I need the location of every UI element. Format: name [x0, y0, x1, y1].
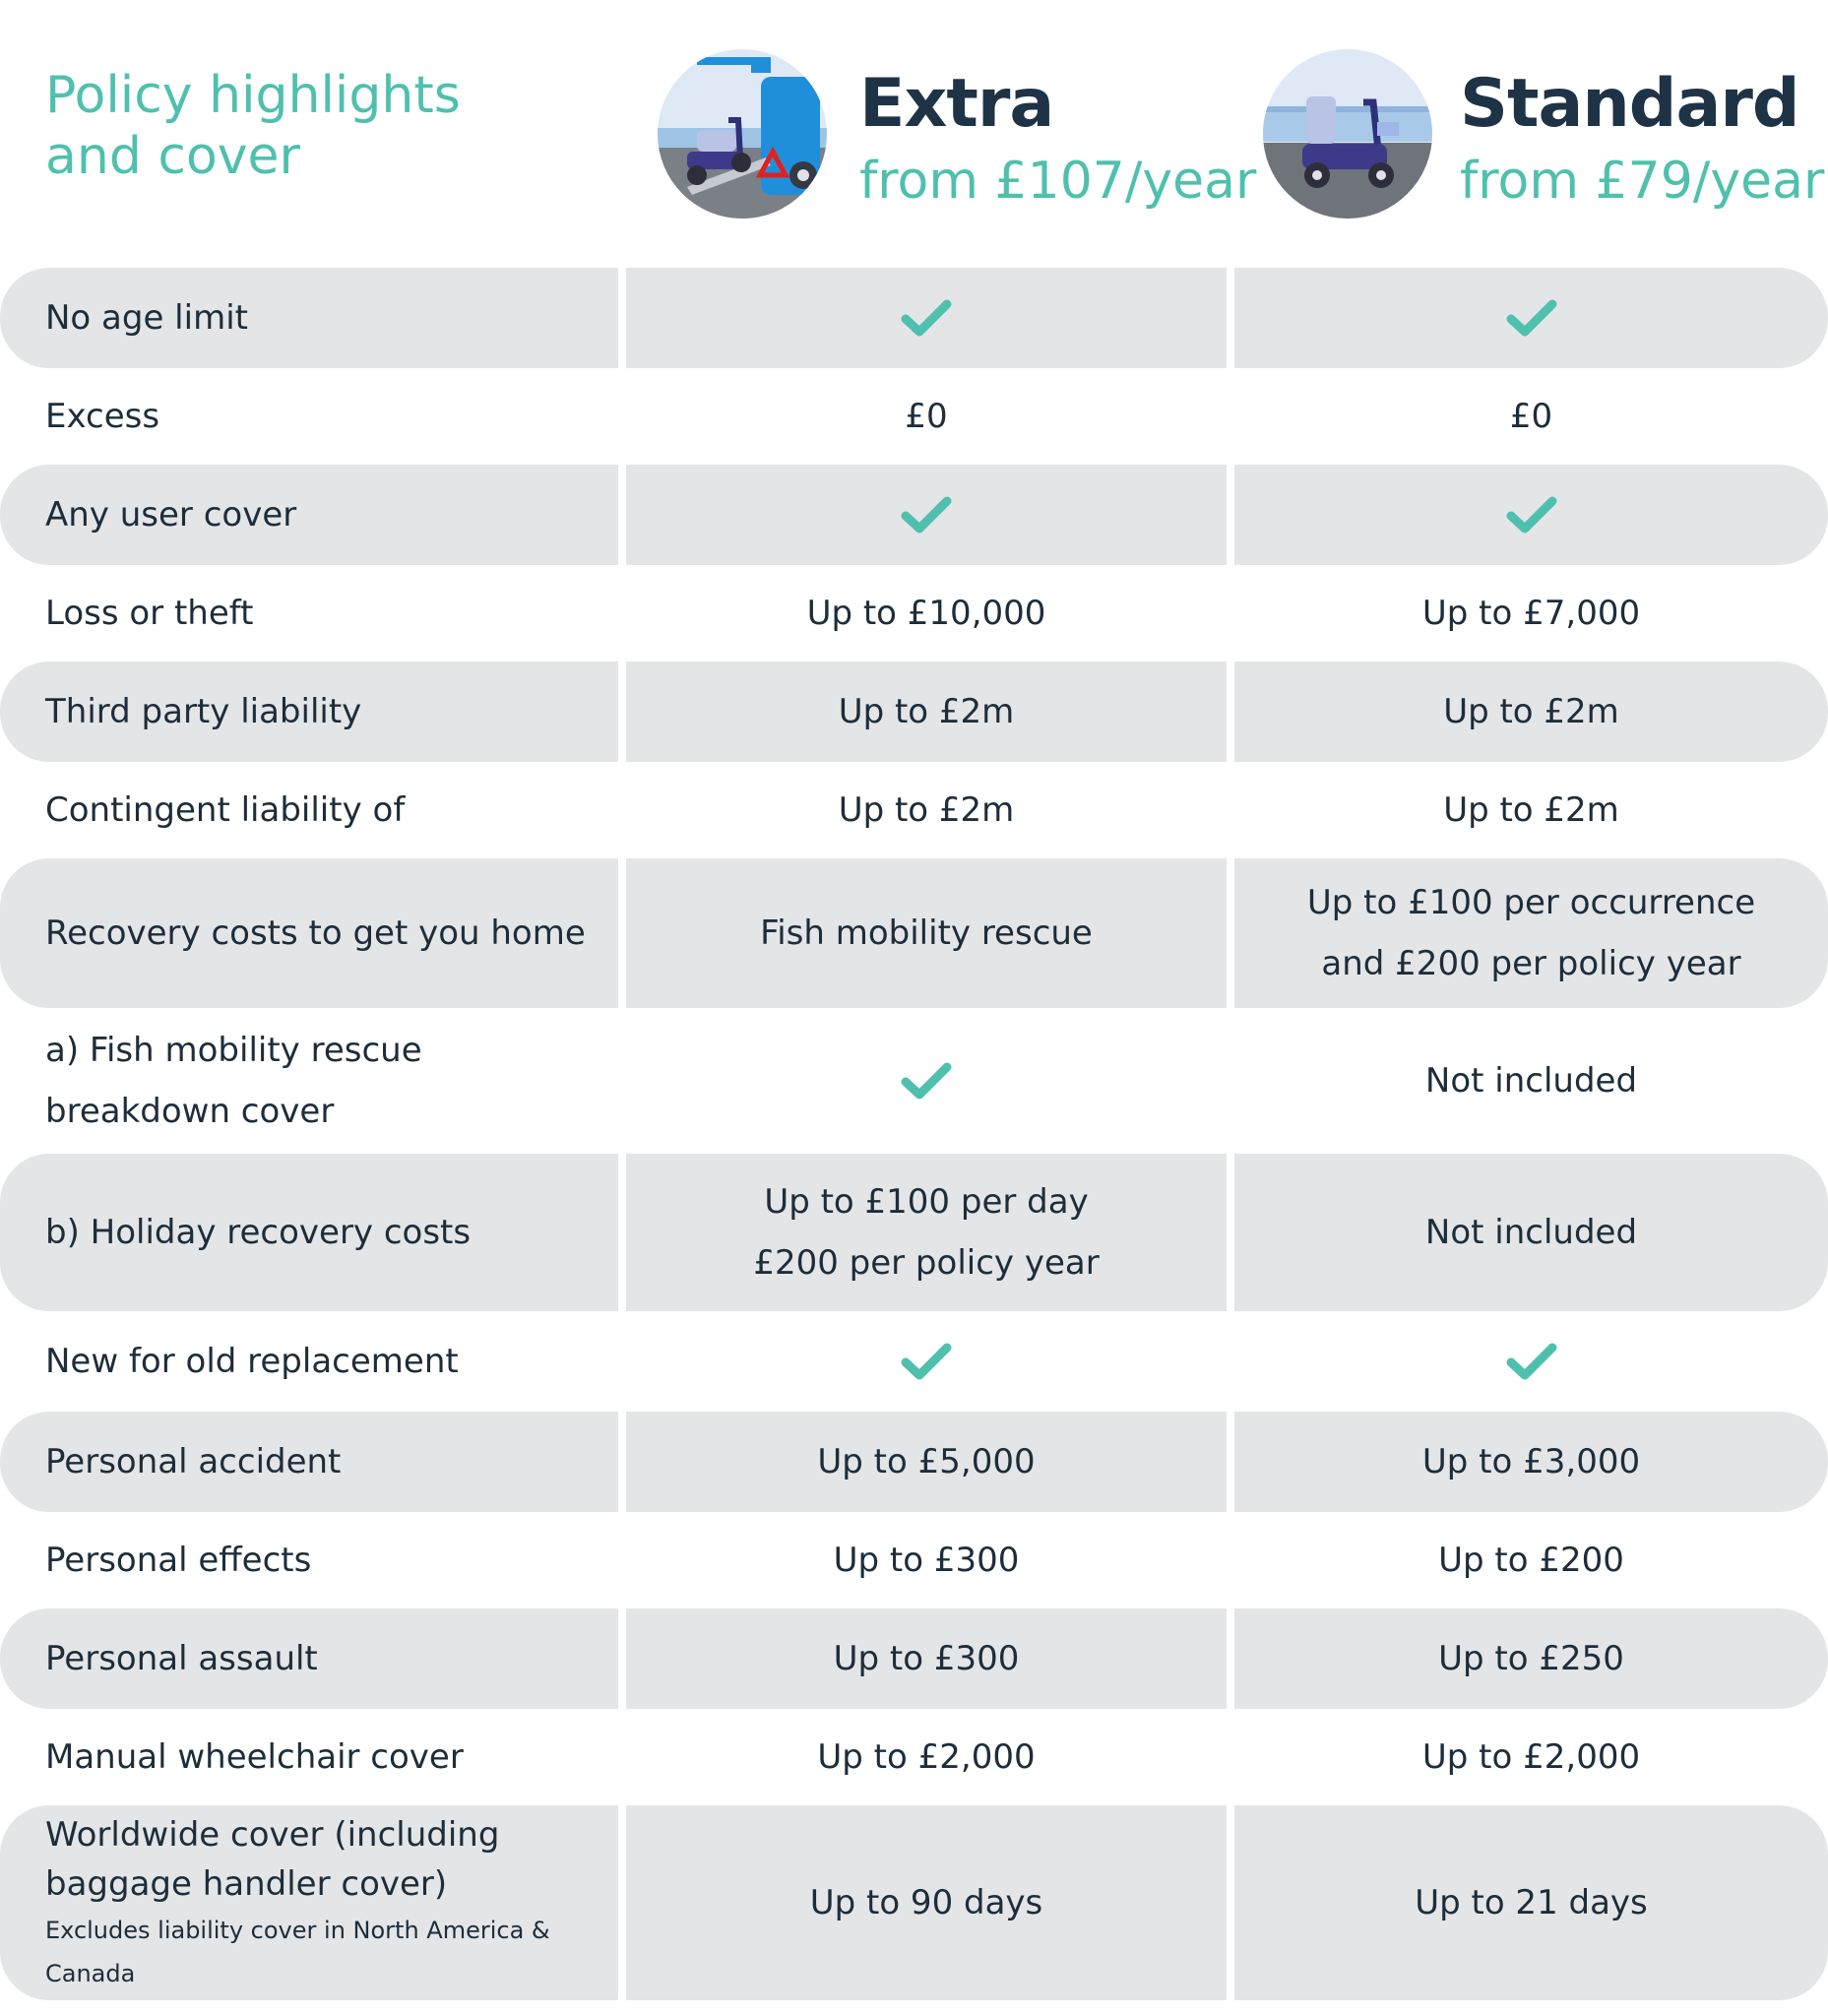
- extra-value: Up to £5,000: [626, 1412, 1227, 1512]
- table-row: [0, 762, 1828, 858]
- check-icon: [1506, 495, 1557, 535]
- table-row: [0, 1608, 1828, 1709]
- table-row: [0, 1008, 1828, 1154]
- extra-value: [626, 1008, 1227, 1154]
- standard-value: Up to £200: [1438, 1541, 1624, 1580]
- row-label: Personal effects: [45, 1541, 312, 1580]
- check-icon: [901, 298, 952, 338]
- table-row: [0, 465, 1828, 565]
- standard-value: Not included: [1424, 1061, 1638, 1101]
- page-title: [45, 65, 597, 187]
- plan-name-standard: Standard: [1460, 65, 1799, 143]
- row-label: No age limit: [0, 268, 618, 368]
- standard-value: £0: [1509, 397, 1553, 436]
- table-row: [0, 1709, 1828, 1805]
- extra-value: [626, 465, 1227, 565]
- row-label: Excess: [45, 397, 160, 436]
- plan-price-extra: from £107/year: [859, 152, 1257, 211]
- standard-value: Up to 21 days: [1234, 1805, 1828, 2000]
- extra-value: Up to £300: [833, 1541, 1020, 1580]
- page-title-line-2: and cover: [45, 127, 300, 186]
- table-row: [0, 1311, 1828, 1412]
- row-label: Personal accident: [0, 1412, 618, 1512]
- check-icon: [901, 1061, 952, 1101]
- table-row: [0, 858, 1828, 1008]
- extra-value: £0: [905, 397, 948, 436]
- table-row: [0, 1154, 1828, 1311]
- row-label-line-2: baggage handler cover): [45, 1864, 448, 1904]
- row-label-line-2: breakdown cover: [45, 1092, 335, 1131]
- mobility-scooter-icon: [1263, 49, 1432, 219]
- extra-value-line-2: £200 per policy year: [753, 1243, 1100, 1283]
- standard-value: Not included: [1234, 1154, 1828, 1311]
- check-icon: [1506, 298, 1557, 338]
- row-label: Contingent liability of: [45, 790, 406, 830]
- row-label: Personal assault: [0, 1608, 618, 1709]
- row-label: Recovery costs to get you home: [0, 858, 618, 1008]
- plan-name-extra: Extra: [859, 65, 1054, 143]
- check-icon: [901, 495, 952, 535]
- row-label: Any user cover: [0, 465, 618, 565]
- cover-comparison-table: [0, 268, 1828, 2000]
- extra-value: [626, 1154, 1227, 1311]
- table-row: [0, 662, 1828, 762]
- row-label: Third party liability: [0, 662, 618, 762]
- standard-value: [1234, 1311, 1828, 1412]
- extra-value: Up to 90 days: [626, 1805, 1227, 2000]
- row-label-line-1: Worldwide cover (including: [45, 1815, 500, 1855]
- standard-value: [1234, 268, 1828, 368]
- extra-value: Up to £2m: [838, 790, 1015, 830]
- standard-value: Up to £2m: [1443, 790, 1619, 830]
- extra-value: Up to £2m: [626, 662, 1227, 762]
- table-row: [0, 1412, 1828, 1512]
- extra-value: Fish mobility rescue: [626, 858, 1227, 1008]
- standard-value-line-2: and £200 per policy year: [1321, 944, 1741, 983]
- table-row: [0, 1805, 1828, 2000]
- row-label: [0, 1805, 618, 2000]
- row-label: [0, 1008, 618, 1154]
- extra-value: [626, 268, 1227, 368]
- standard-value-line-1: Up to £100 per occurrence: [1306, 883, 1756, 922]
- row-label-line-1: a) Fish mobility rescue: [45, 1031, 422, 1070]
- standard-value: Up to £250: [1234, 1608, 1828, 1709]
- row-label: Loss or theft: [45, 594, 254, 633]
- standard-value: Up to £7,000: [1421, 594, 1641, 633]
- table-row: [0, 268, 1828, 368]
- standard-value: [1234, 858, 1828, 1008]
- extra-value-line-1: Up to £100 per day: [764, 1182, 1089, 1222]
- row-label: New for old replacement: [45, 1342, 459, 1381]
- check-icon: [901, 1342, 952, 1381]
- mobility-scooter-ramp-van-icon: [658, 49, 827, 219]
- standard-value: Up to £2,000: [1421, 1737, 1641, 1777]
- plan-price-standard: from £79/year: [1460, 152, 1825, 211]
- extra-value: Up to £300: [626, 1608, 1227, 1709]
- table-row: [0, 1512, 1828, 1608]
- extra-value: Up to £2,000: [817, 1737, 1036, 1777]
- standard-value: [1234, 465, 1828, 565]
- table-row: [0, 368, 1828, 465]
- page-title-line-1: Policy highlights: [45, 66, 461, 125]
- standard-value: Up to £2m: [1234, 662, 1828, 762]
- extra-value: [626, 1311, 1227, 1412]
- row-label-note: Excludes liability cover in North America & Canada: [45, 1917, 550, 1987]
- table-row: [0, 565, 1828, 662]
- extra-value: Up to £10,000: [806, 594, 1046, 633]
- standard-value: Up to £3,000: [1234, 1412, 1828, 1512]
- row-label: Manual wheelchair cover: [45, 1737, 464, 1777]
- check-icon: [1506, 1342, 1557, 1381]
- row-label: b) Holiday recovery costs: [0, 1154, 618, 1311]
